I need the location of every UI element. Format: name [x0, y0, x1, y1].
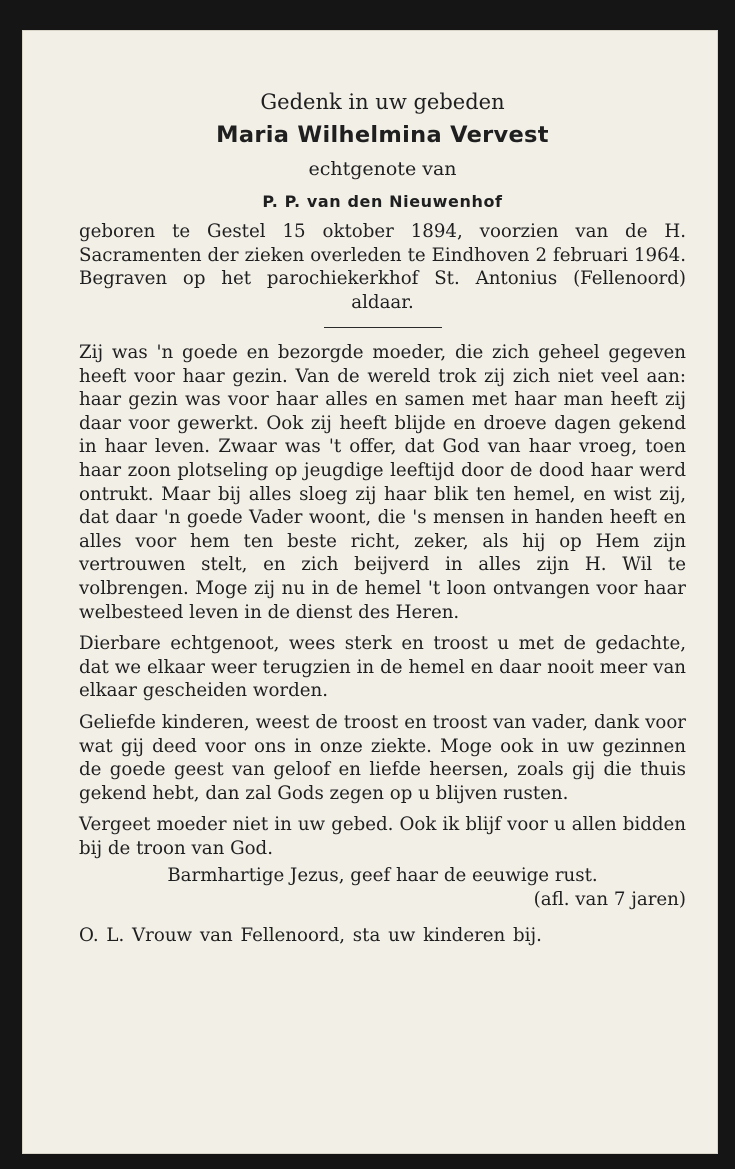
prayer-line: Barmhartige Jezus, geef haar de eeuwige rust.	[167, 865, 598, 887]
divider-line	[324, 327, 442, 328]
birth-death-text: geboren te Gestel 15 oktober 1894, voorzien van de H. Sacramenten der zieken overleden te Eindhoven 2 februari 1964. Begraven op het parochiekerkhof St. Antonius (Fellenoord) aldaar.	[79, 221, 686, 313]
paragraph-children: Geliefde kinderen, weest de troost en troost van vader, dank voor wat gij deed voor ons in onze ziekte. Moge ook in uw gezinnen de goede geest van geloof en liefde heersen, zoals gij die thuis gekend hebt, dan zal Gods zegen op u blijven rusten.	[79, 711, 686, 804]
paragraph-prayer-request: Vergeet moeder niet in uw gebed. Ook ik blijf voor u allen bidden bij de troon van God.	[79, 814, 686, 859]
deceased-name: Maria Wilhelmina Vervest	[216, 122, 549, 148]
indulgence-note: (afl. van 7 jaren)	[533, 889, 686, 911]
intro-line: Gedenk in uw gebeden	[260, 90, 505, 114]
husband-name: P. P. van den Nieuwenhof	[262, 192, 503, 211]
relation-line: echtgenote van	[308, 158, 457, 180]
card-text	[79, 86, 686, 947]
closing-line: O. L. Vrouw van Fellenoord, sta uw kinderen bij.	[79, 924, 542, 946]
paragraph-spouse: Dierbare echtgenoot, wees sterk en troost u met de gedachte, dat we elkaar weer terugzien in de hemel en daar nooit meer van elkaar gescheiden worden.	[79, 633, 686, 702]
paragraph-life: Zij was 'n goede en bezorgde moeder, die zich geheel gegeven heeft voor haar gezin. Van de wereld trok zij zich niet veel aan: haar gezin was voor haar alles en samen met haar man heeft zij daar voor gewerkt. Ook zij heeft blijde en droeve dagen gekend in haar leven. Zwaar was 't offer, dat God van haar vroeg, toen haar zoon plotseling op jeugdige leeftijd door de dood haar werd ontrukt. Maar bij alles sloeg zij haar blik ten hemel, en wist zij, dat daar 'n goede Vader woont, die 's mensen in handen heeft en alles voor hem ten beste richt, zeker, als hij op Hem zijn vertrouwen stelt, en zich beijverd in alles zijn H. Wil te volbrengen. Moge zij nu in de hemel 't loon ontvangen voor haar welbesteed leven in de dienst des Heren.	[79, 342, 686, 623]
memorial-card	[22, 30, 718, 1154]
